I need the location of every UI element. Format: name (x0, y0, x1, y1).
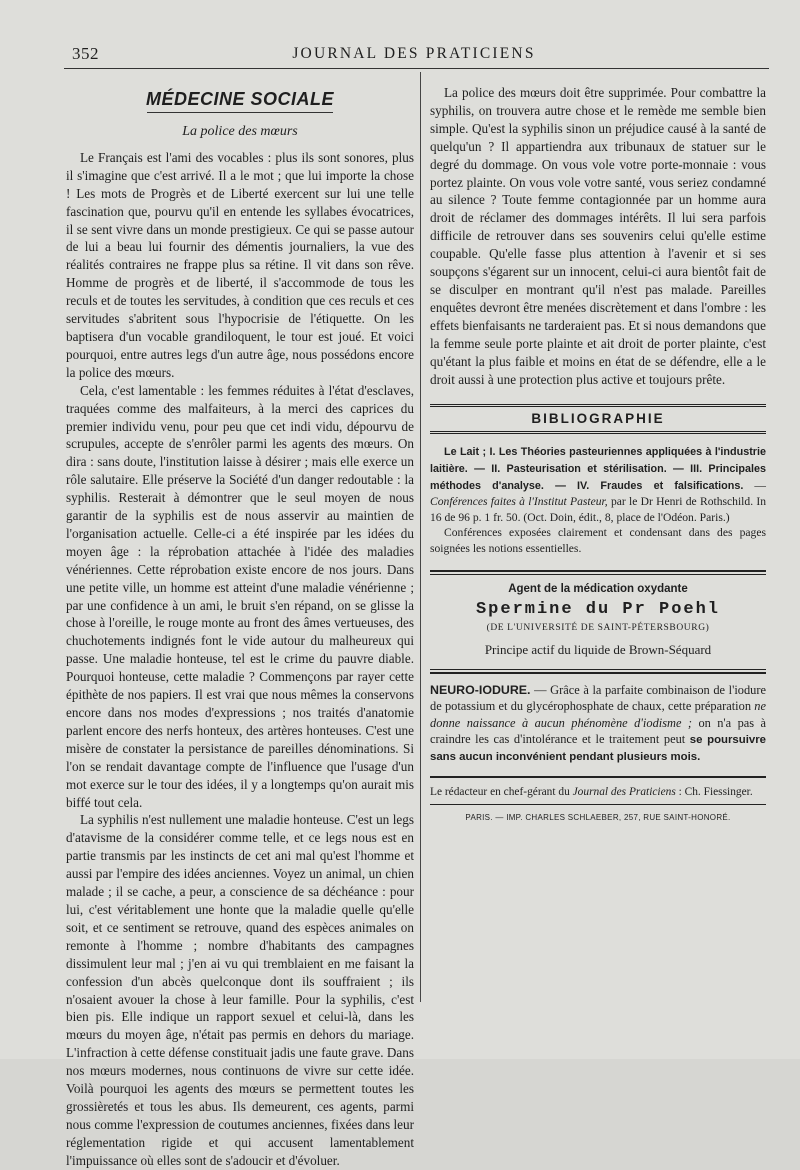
bibliography-heading: BIBLIOGRAPHIE (430, 404, 766, 434)
advert-spermine (430, 581, 766, 659)
advert-spermine-line1: Agent de la médication oxydante (508, 583, 688, 596)
bibliography-entry-series: Conférences faites à l'Institut Pasteur, (430, 495, 608, 509)
advert-spermine-origin: (DE L'UNIVERSITÉ DE SAINT-PÉTERSBOURG) (486, 623, 710, 634)
header-rule (64, 68, 769, 69)
advert-neuro-text-b: on n'a pas à craindre les cas d'intolérance et le traitement peut (430, 715, 766, 746)
advert-neuro-text-bold: se poursuivre sans aucun inconvénient pendant plusieurs mois. (430, 733, 766, 764)
bibliography-entry-title: Le Lait ; I. Les Théories pasteuriennes appliquées à l'industrie laitière. — II. Pasteurisation et stérilisation. — III. Principales méthodes d'analyse. — IV. Fraudes et falsifications. (430, 446, 766, 492)
bibliography-note: Conférences exposées clairement et condensant dans des pages soignées les notions essentielles. (430, 526, 766, 555)
page-number: 352 (72, 44, 99, 63)
footer-rule-thin (430, 804, 766, 805)
bibliography-entry-details: par le Dr Henri de Rothschild. In 16 de 96 p. 1 fr. 50. (Oct. Doin, édit., 8, place de l'Odéon. Paris.) (430, 495, 767, 524)
footer-printer: PARIS. — IMP. CHARLES SCHLAEBER, 257, RUE SAINT-HONORÉ. (465, 813, 731, 823)
right-column (430, 84, 766, 827)
advert-neuro-name: NEURO-IODURE. (430, 683, 531, 698)
footer-rule (430, 776, 766, 778)
bibliography-entry: Le Lait ; I. Les Théories pasteuriennes appliquées à l'industrie laitière. — II. Pasteurisation et stérilisation. — III. Principales méthodes d'analyse. — IV. Fraudes et falsifications. — Conférences faites à l'Institut Pasteur, par le Dr Henri de Rothschild. In 16 de 96 p. 1 fr. 50. (Oct. Doin, édit., 8, place de l'Odéon. Paris.) (430, 446, 767, 524)
article-title: La police des mœurs (182, 124, 298, 139)
footer-editor (430, 784, 766, 802)
footer-editor-prefix: Le rédacteur en chef-gérant du (430, 785, 570, 798)
article-paragraph-3: La syphilis n'est nullement une maladie honteuse. C'est un legs d'atavisme de la considérer comme telle, et ce legs nous est en partie transmis par les instincts de cet ani mal qu'est l'homme et aussi par l'empire des idées anciennes. Voyez un animal, un chien malade ; il se cache, a peur, a conscience de sa déchéance : pour lui, c'est véritablement une honte que la maladie quelle qu'elle soit, et ce sentiment se retrouve, quand des espèces animales on remonte à l'homme ; nombre d'habitants des campagnes dissimulent leur mal ; j'en ai vu qui tremblaient en me faisant la confession d'un abcès quelconque dont ils souffraient ; ils n'osaient avouer la chose à leur famille. Pour la syphilis, c'est bien pis. Elle indique un rapport sexuel et celui-là, dans les mœurs du moyen âge, n'était pas permis en dehors du mariage. L'infraction à cette défense constituait jadis une faute grave. Dans nos mœurs modernes, nous continuons de vivre sur cette idée. Voilà pourquoi les agents des mœurs se permettent toutes les grossièretés et tous les abus. Ils demeurent, ces agents, parmi nous comme l'expression de coutumes anciennes, fixées dans leur réglementation rigide et qui accusent lamentablement l'impuissance où elles sont de s'adoucir et d'évoluer. (66, 812, 414, 1168)
advert-spermine-tagline: Principe actif du liquide de Brown-Séquard (484, 642, 712, 658)
advert-neuro-iodure (430, 682, 766, 765)
advert-neuro-text-italic: ne donne naissance à aucun phénomène d'iodisme ; (430, 699, 766, 730)
advert-neuro-text-a: — Grâce à la parfaite combinaison de l'iodure de potassium et du glycérophosphate de chaux, cette préparation (430, 683, 767, 714)
page-header (64, 44, 764, 66)
advert-spermine-product: Spermine du Pr Poehl (475, 600, 721, 620)
advert-rule-top (430, 570, 766, 572)
bibliography-section (430, 444, 766, 556)
section-title: MÉDECINE SOCIALE (145, 89, 335, 109)
advert-separator-thick (430, 672, 766, 674)
section-title-underline (147, 112, 333, 113)
article-paragraph-1: Le Français est l'ami des vocables : plus ils sont sonores, plus il s'imagine que c'est arrivé. Il a le mot ; que lui importe la chose ! Les mots de Progrès et de Liberté exercent sur lui une telle fascination que, pourvu qu'il en entende les syllabes évocatrices, il se sent vivre dans un monde prestigieux. Ce qui se passe autour de lui a beau lui fournir des démentis journaliers, la vue des réalités contraires ne frappe plus sa rétine. Il vit dans son rêve. Homme de progrès et de liberté, il s'accommode de tous les reculs et de toutes les servitudes, à condition que ces reculs et ces servitudes s'abritent sous l'hypocrisie de l'étiquette. On les baptisera d'un vocable grandiloquent, le tour est joué. Et voici pourquoi, entre autres legs d'un autre âge, nous possédons encore la police des mœurs. (66, 149, 414, 380)
article-paragraph-2: Cela, c'est lamentable : les femmes réduites à l'état d'esclaves, traquées comme des malfaiteurs, à la merci des caprices du premier individu venu, pour peu que cet indi vidu, dépourvu de scrupules, accepte de s'enrôler parmi les agents des mœurs. On dira : sans doute, l'institution laisse à désirer ; mais elle exerce un rôle salutaire. Elle préserve la Société d'un danger redoutable : la syphilis. Resterait à démontrer que le seul moyen de nous garantir de la syphilis est de nous asservir au maintien de l'organisation actuelle. Celle-ci a été inspirée par les idées du moyen âge : la réprobation attachée à l'idée des maladies vénériennes. Cette réprobation existe encore de nos jours. Dans une petite ville, un homme est atteint d'une maladie vénérienne ; par une confidence à un ami, le bruit s'en répand, on se glisse la chose à l'oreille, le rouge monte au front des âmes vertueuses, des chuchotements indignés font le vide autour du malheureux qui passe. Une maladie honteuse, tel est le crime du pauvre diable. Pourquoi honteuse, cette maladie ? Commençons par rayer cette épithète de nos papiers. Il est vrai que nous mêmes la conservons encore dans nos modes d'expressions ; nos traités d'anatomie parlent encore des nerfs honteux, des artères honteuses. C'est une misère de constater la persistance de pareilles dénominations. Si l'on se rendait davantage compte de l'influence que l'usage d'un mot exerce sur le tour des idées, il y a longtemps qu'on aurait mis biffé tout cela. (66, 382, 414, 810)
advert-separator (430, 669, 766, 670)
footer-editor-name: : Ch. Fiessinger. (678, 785, 753, 798)
advert-rule-top-thin (430, 574, 766, 575)
footer-editor-journal: Journal des Praticiens (572, 785, 676, 798)
article-paragraph-4: La police des mœurs doit être supprimée. Pour combattre la syphilis, on trouvera autre chose et le remède me semble bien simple. Qu'est la syphilis sinon un préjudice causé à la santé de quelqu'un ? Il appartiendra aux tribunaux de statuer sur le degré du dommage. On vous vole votre porte-monnaie : vous portez plainte. On vous vole votre santé, vous seriez condamné au silence ? Toute femme contagionnée par un homme aura droit de réclamer des dommages intérêts. Il lui sera parfois difficile de retrouver dans ses souvenirs celui qu'elle estime coupable. Qu'elle fasse plus attention à l'avenir et si ses soupçons s'égarent sur un innocent, celui-ci aura bientôt fait de se disculper en montrant qu'il n'est pas malade. Pareilles enquêtes devront être menées discrètement et dans l'ombre : les effets bienfaisants ne tarderaient pas. Et si nous demandons que la femme seule porte plainte et ait droit de porter plainte, c'est qu'étant la plus faible et moins en état de se défendre, elle a le droit aussi à une protection plus active et toujours prête. (430, 85, 766, 387)
journal-title: JOURNAL DES PRATICIENS (292, 45, 536, 62)
left-column (66, 87, 414, 1170)
column-divider (420, 72, 421, 1002)
